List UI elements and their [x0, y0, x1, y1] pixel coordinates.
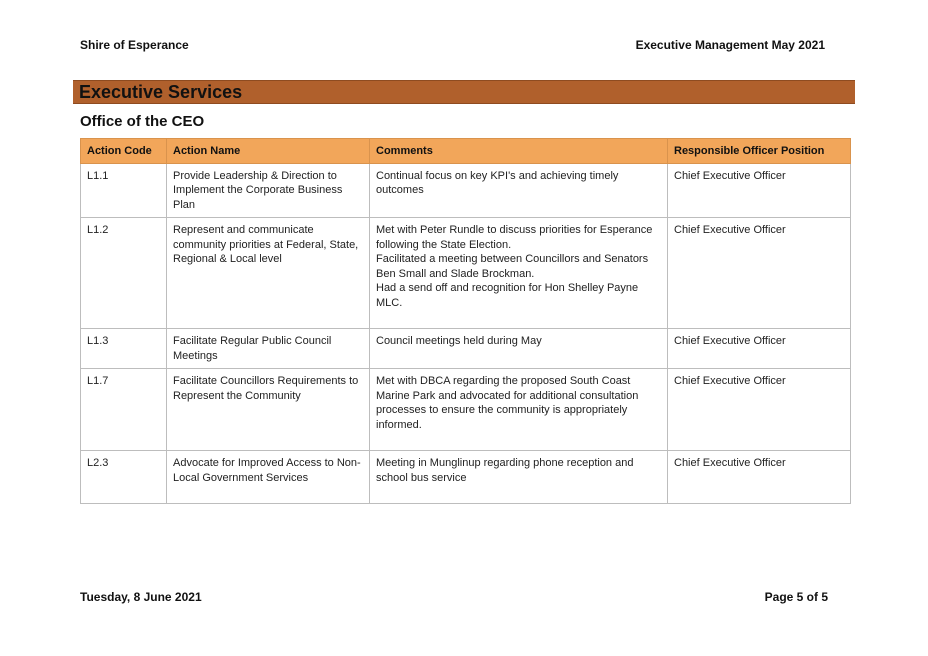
section-title: Executive Services — [79, 82, 243, 102]
cell-action-name: Facilitate Regular Public Council Meetings — [167, 329, 370, 369]
cell-comments — [370, 451, 668, 504]
column-header-responsible-officer: Responsible Officer Position — [668, 139, 851, 164]
table-row — [81, 451, 851, 504]
cell-action-code: L1.7 — [81, 369, 167, 451]
footer-page-number: Page 5 of 5 — [764, 590, 828, 604]
comment-line: Continual focus on key KPI's and achieving timely outcomes — [376, 169, 619, 196]
table-header-row — [81, 139, 851, 164]
table-row — [81, 218, 851, 329]
cell-responsible-officer: Chief Executive Officer — [668, 369, 851, 451]
cell-action-code: L1.3 — [81, 329, 167, 369]
actions-table — [80, 138, 851, 504]
cell-action-name: Provide Leadership & Direction to Implement the Corporate Business Plan — [167, 163, 370, 218]
cell-responsible-officer: Chief Executive Officer — [668, 218, 851, 329]
cell-action-code: L2.3 — [81, 451, 167, 504]
footer-date: Tuesday, 8 June 2021 — [80, 590, 202, 604]
header-report-title: Executive Management May 2021 — [635, 38, 825, 52]
cell-comments — [370, 218, 668, 329]
comment-line: Had a send off and recognition for Hon Shelley Payne MLC. — [376, 282, 639, 309]
comment-line: Facilitated a meeting between Councillors and Senators Ben Small and Slade Brockman. — [376, 253, 649, 280]
column-header-comments: Comments — [370, 139, 668, 164]
comment-line: Met with DBCA regarding the proposed South Coast Marine Park and advocated for additional consultation processes to ensure the community is appropriately informed. — [376, 375, 639, 431]
comment-line: Met with Peter Rundle to discuss priorities for Esperance following the State Election. — [376, 224, 653, 251]
cell-comments — [370, 163, 668, 218]
cell-action-name: Advocate for Improved Access to Non-Local Government Services — [167, 451, 370, 504]
header-organisation: Shire of Esperance — [80, 38, 189, 52]
table-row — [81, 369, 851, 451]
column-header-action-code: Action Code — [81, 139, 167, 164]
table-row — [81, 329, 851, 369]
section-bar — [73, 80, 855, 104]
cell-action-code: L1.1 — [81, 163, 167, 218]
column-header-action-name: Action Name — [167, 139, 370, 164]
table-row — [81, 163, 851, 218]
subsection-title: Office of the CEO — [80, 113, 205, 130]
cell-responsible-officer: Chief Executive Officer — [668, 163, 851, 218]
cell-responsible-officer: Chief Executive Officer — [668, 451, 851, 504]
cell-comments — [370, 329, 668, 369]
comment-line: Council meetings held during May — [376, 335, 542, 347]
cell-action-name: Facilitate Councillors Requirements to Represent the Community — [167, 369, 370, 451]
cell-action-name: Represent and communicate community priorities at Federal, State, Regional & Local level — [167, 218, 370, 329]
cell-responsible-officer: Chief Executive Officer — [668, 329, 851, 369]
comment-line: Meeting in Munglinup regarding phone reception and school bus service — [376, 457, 634, 484]
cell-action-code: L1.2 — [81, 218, 167, 329]
cell-comments — [370, 369, 668, 451]
